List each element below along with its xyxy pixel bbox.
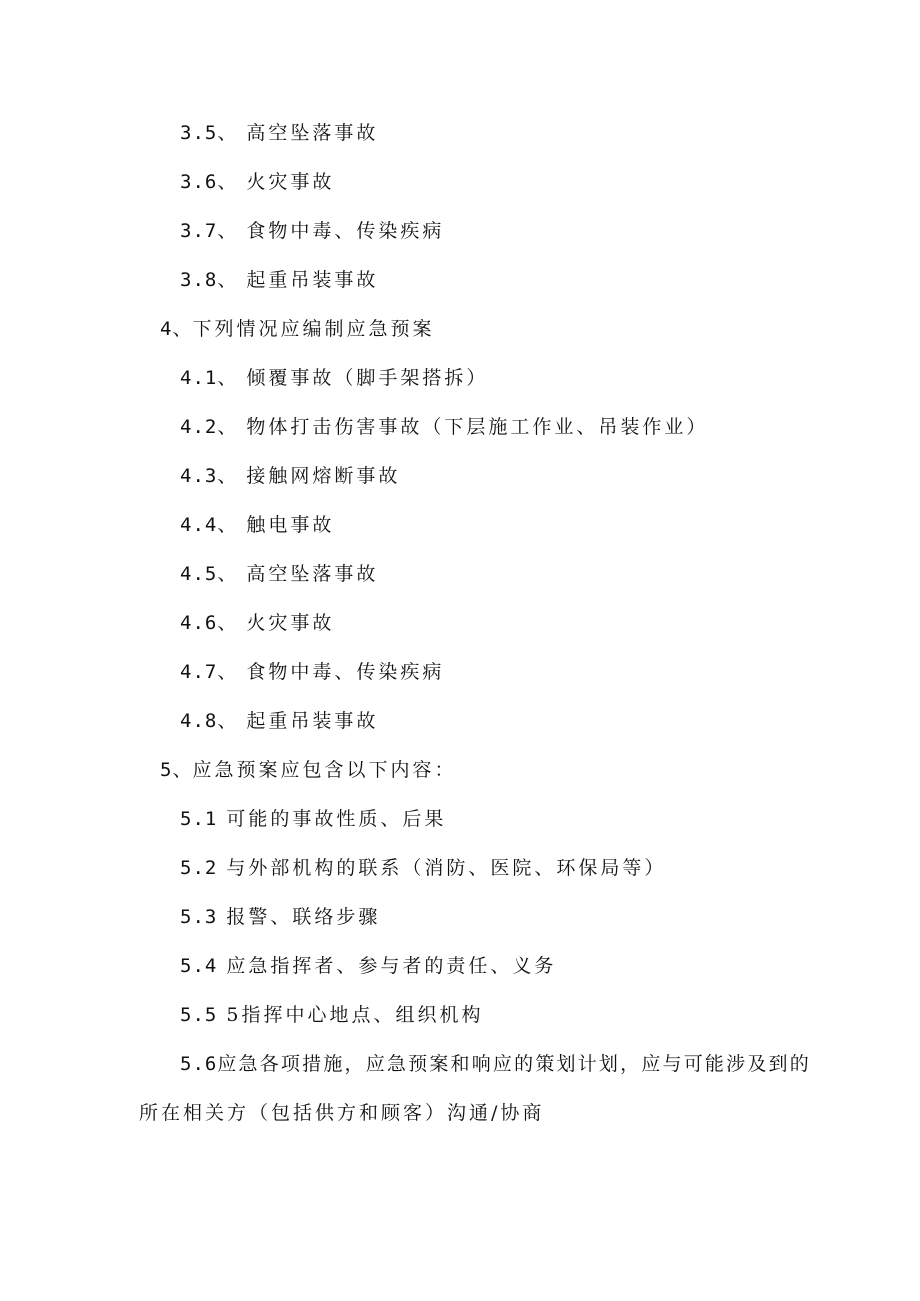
section-title: 下列情况应编制应急预案	[192, 318, 435, 340]
item-number: 4.1、	[180, 367, 238, 389]
item-text: 火灾事故	[246, 612, 335, 634]
list-item	[180, 906, 380, 928]
section-number: 4、	[160, 318, 193, 340]
item-number: 5.2	[180, 857, 218, 879]
item-number: 4.6、	[180, 612, 238, 634]
item-number: 5.1	[180, 808, 218, 830]
item-number: 3.7、	[180, 220, 238, 242]
list-item	[180, 367, 488, 389]
list-item	[180, 1004, 483, 1026]
section-heading	[160, 318, 434, 340]
item-text: 可能的事故性质、后果	[226, 808, 447, 830]
item-text: 所在相关方（包括供方和顾客）沟通/协商	[139, 1102, 545, 1124]
item-number: 3.6、	[180, 171, 238, 193]
item-text: 火灾事故	[246, 171, 335, 193]
list-item	[180, 269, 378, 291]
paragraph-line	[180, 1053, 811, 1075]
item-number: 3.5、	[180, 122, 238, 144]
list-item	[180, 661, 444, 683]
list-item	[180, 220, 444, 242]
item-text: 起重吊装事故	[246, 710, 379, 732]
list-item	[180, 808, 446, 830]
item-text: 应急指挥者、参与者的责任、义务	[226, 955, 557, 977]
item-text: 报警、联络步骤	[226, 906, 381, 928]
item-text: 起重吊装事故	[246, 269, 379, 291]
list-item	[180, 465, 400, 487]
item-number: 4.3、	[180, 465, 238, 487]
item-number: 4.7、	[180, 661, 238, 683]
item-text: 高空坠落事故	[246, 563, 379, 585]
item-text: 物体打击伤害事故（下层施工作业、吊装作业）	[246, 416, 709, 438]
item-text: 与外部机构的联系（消防、医院、环保局等）	[226, 857, 667, 879]
list-item	[180, 416, 708, 438]
item-number: 4.2、	[180, 416, 238, 438]
list-item	[180, 710, 378, 732]
item-number: 5.6	[180, 1053, 218, 1075]
item-number: 4.5、	[180, 563, 238, 585]
item-number: 4.8、	[180, 710, 238, 732]
item-text: 接触网熔断事故	[246, 465, 401, 487]
item-text: 食物中毒、传染疾病	[246, 661, 445, 683]
section-number: 5、	[160, 759, 193, 781]
list-item	[180, 612, 334, 634]
list-item	[180, 122, 378, 144]
section-heading	[160, 759, 456, 781]
list-item	[180, 171, 334, 193]
item-text: 5指挥中心地点、组织机构	[226, 1004, 484, 1026]
item-number: 5.5	[180, 1004, 218, 1026]
item-text: 应急各项措施，应急预案和响应的策划计划，应与可能涉及到的	[217, 1053, 811, 1075]
item-number: 5.4	[180, 955, 218, 977]
item-text: 高空坠落事故	[246, 122, 379, 144]
list-item	[180, 955, 556, 977]
item-text: 倾覆事故（脚手架搭拆）	[246, 367, 489, 389]
item-text: 触电事故	[246, 514, 335, 536]
item-number: 5.3	[180, 906, 218, 928]
paragraph-line	[139, 1102, 544, 1124]
item-number: 4.4、	[180, 514, 238, 536]
list-item	[180, 563, 378, 585]
section-title: 应急预案应包含以下内容：	[192, 759, 457, 781]
item-number: 3.8、	[180, 269, 238, 291]
item-text: 食物中毒、传染疾病	[246, 220, 445, 242]
list-item	[180, 514, 334, 536]
list-item	[180, 857, 666, 879]
